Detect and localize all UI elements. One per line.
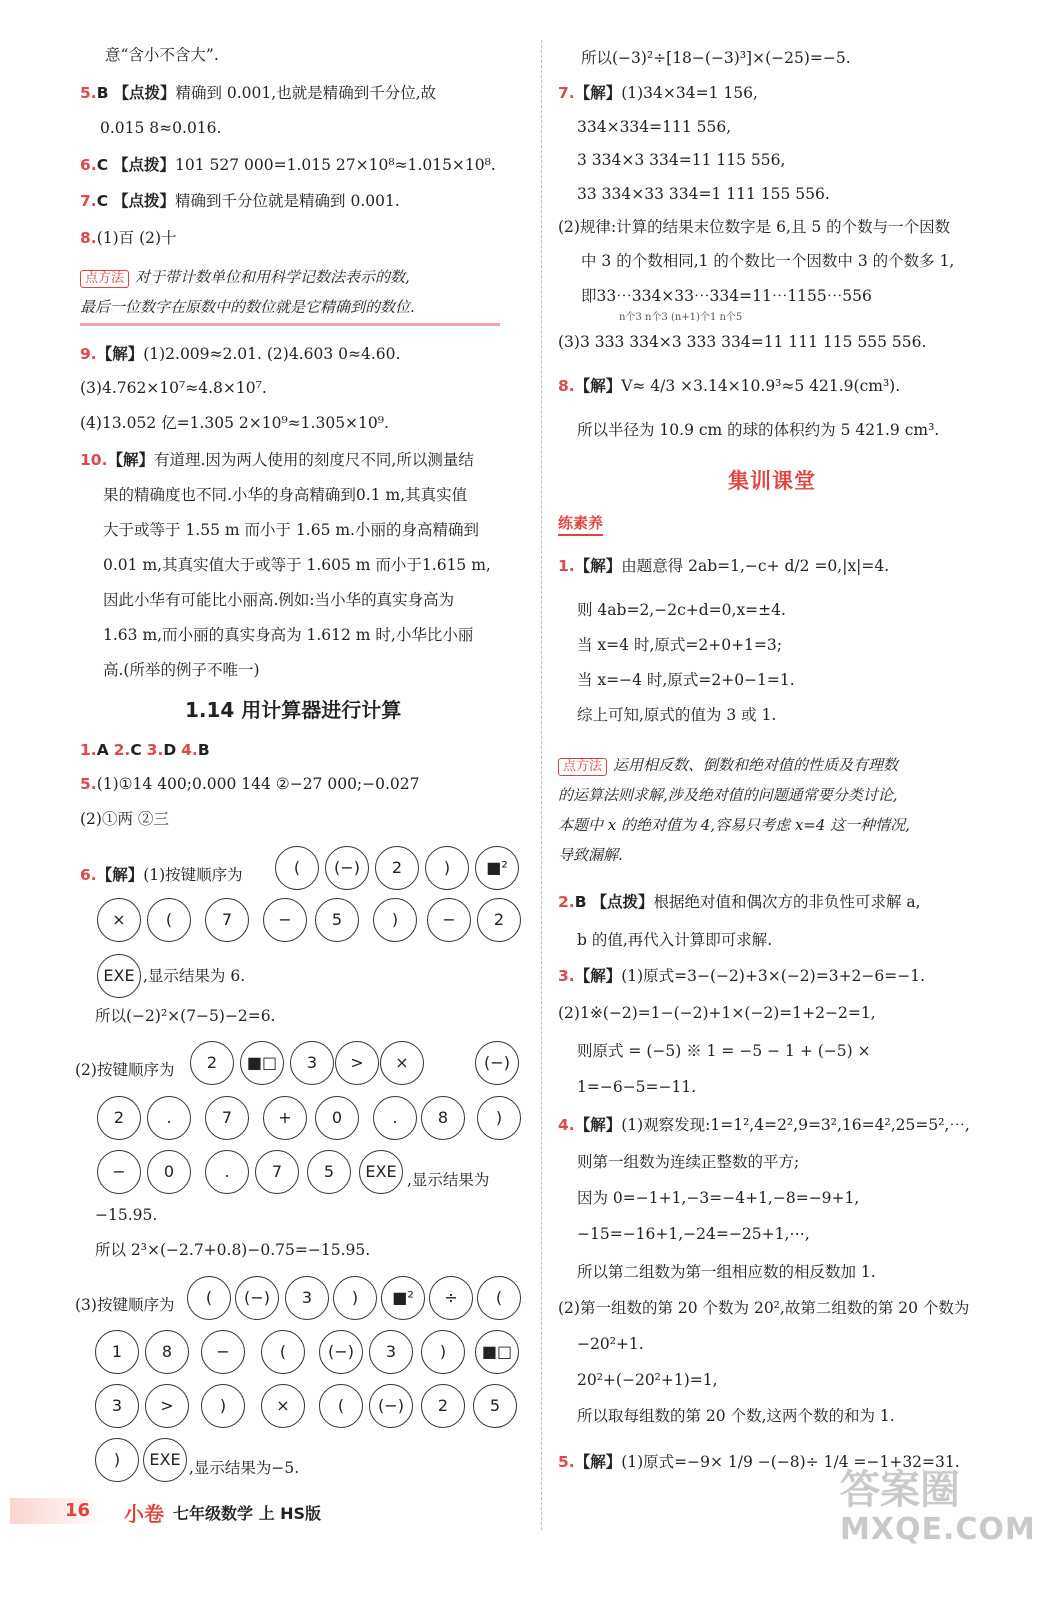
text-line: −20²+1. xyxy=(577,1335,644,1353)
q-text: (1)观察发现:1=1²,4=2²,9=3²,16=4²,25=5²,⋯, xyxy=(621,1116,970,1134)
calc-key: 2 xyxy=(477,898,521,942)
q-tag: 【点拨】 xyxy=(113,192,176,210)
text-line: 中 3 的个数相同,1 的个数比一个因数中 3 的个数多 1, xyxy=(581,252,955,270)
brand-logo: 小卷 xyxy=(124,1502,164,1526)
text-line: 大于或等于 1.55 m 而小于 1.65 m.小丽的身高精确到 xyxy=(103,521,479,539)
calc-key: 3 xyxy=(285,1276,329,1320)
calc-key: 5 xyxy=(315,898,359,942)
q-tag: 【解】 xyxy=(96,345,144,363)
calc-key: ■² xyxy=(475,846,519,890)
method-text: 最后一位数字在原数中的数位就是它精确到的数位. xyxy=(80,298,415,316)
text-line: 高.(所举的例子不唯一) xyxy=(103,661,260,679)
text-line: (3)按键顺序为 xyxy=(75,1296,175,1314)
calc-key: ( xyxy=(261,1330,305,1374)
q6b xyxy=(80,865,243,885)
q-text: 精确到 0.001,也就是精确到千分位,故 xyxy=(175,84,437,102)
calc-key: EXE xyxy=(97,954,141,998)
text-line: 所以第二组数为第一组相应数的相反数加 1. xyxy=(577,1263,876,1281)
calc-key: × xyxy=(97,898,141,942)
q6 xyxy=(80,155,496,175)
q-text: V≈ 4/3 ×3.14×10.9³≈5 421.9(cm³). xyxy=(621,377,901,395)
text-line: 综上可知,原式的值为 3 或 1. xyxy=(577,706,777,724)
calc-key: − xyxy=(201,1330,245,1374)
text-line: 所以取每组数的第 20 个数,这两个数的和为 1. xyxy=(577,1407,895,1425)
text-line: 则第一组数为连续正整数的平方; xyxy=(577,1153,800,1171)
text-line: 20²+(−20²+1)=1, xyxy=(577,1371,718,1389)
q-number: 7. xyxy=(558,84,575,102)
calc-key: EXE xyxy=(359,1150,403,1194)
q-tag: 【解】 xyxy=(574,84,622,102)
text-line: 所以半径为 10.9 cm 的球的体积约为 5 421.9 cm³. xyxy=(577,421,940,439)
calc-key: ) xyxy=(425,846,469,890)
text-line: 即33⋯334×33⋯334=11⋯1155⋯556 xyxy=(581,287,872,305)
q-text: (1)按键顺序为 xyxy=(143,866,243,884)
calc-key: ( xyxy=(477,1276,521,1320)
calc-key: 1 xyxy=(95,1330,139,1374)
text-line: 则 4ab=2,−2c+d=0,x=±4. xyxy=(577,601,786,619)
calc-key: 0 xyxy=(315,1096,359,1140)
q7 xyxy=(80,191,400,211)
q-number: 1. xyxy=(80,741,97,759)
subsection-heading: 练素养 xyxy=(558,512,603,536)
q-tag: 【解】 xyxy=(107,451,154,469)
q5b xyxy=(80,774,420,794)
calc-key: ■□ xyxy=(475,1330,519,1374)
text-line: 所以(−2)²×(7−5)−2=6. xyxy=(95,1007,276,1025)
q4 xyxy=(558,1115,970,1135)
q8 xyxy=(80,228,177,248)
calc-key: 2 xyxy=(190,1041,234,1085)
q-text: (1)百 (2)十 xyxy=(96,229,177,247)
q-text: 由题意得 2ab=1,−c+ d/2 =0,|x|=4. xyxy=(621,557,890,575)
method-box xyxy=(80,262,500,322)
text-line: (3)3 333 334×3 333 334=11 111 115 555 556. xyxy=(558,333,927,351)
section-title: 集训课堂 xyxy=(728,469,816,493)
calc-key: − xyxy=(427,898,471,942)
q9 xyxy=(80,344,400,364)
q-tag: 【解】 xyxy=(574,1116,622,1134)
calc-key: ) xyxy=(421,1330,465,1374)
calc-key: 7 xyxy=(205,1096,249,1140)
calc-key: − xyxy=(97,1150,141,1194)
q10 xyxy=(80,450,474,470)
q-answer: C xyxy=(96,192,109,210)
text-line: ,显示结果为 6. xyxy=(143,967,246,985)
text-line: 0.01 m,其真实值大于或等于 1.605 m 而小于1.615 m, xyxy=(103,556,491,574)
method-text: 导致漏解. xyxy=(558,846,623,864)
page-number: 16 xyxy=(10,1498,105,1524)
text-line: 0.015 8≈0.016. xyxy=(100,119,222,137)
q-answer: C xyxy=(130,741,142,759)
q-text: (1)原式=3−(−2)+3×(−2)=3+2−6=−1. xyxy=(621,967,926,985)
calc-key: ) xyxy=(333,1276,377,1320)
calc-key: . xyxy=(205,1150,249,1194)
calc-key: ( xyxy=(187,1276,231,1320)
method-text: 的运算法则求解,涉及绝对值的问题通常要分类讨论, xyxy=(558,786,898,804)
q-number: 3. xyxy=(146,741,164,759)
method-text: 本题中 x 的绝对值为 4,容易只考虑 x=4 这一种情况, xyxy=(558,816,910,834)
text-line: 33 334×33 334=1 111 155 556. xyxy=(577,185,830,203)
text-line: 意“含小不含大”. xyxy=(105,46,219,64)
text-line: (3)4.762×10⁷≈4.8×10⁷. xyxy=(80,379,267,397)
watermark-text: 答案圈 xyxy=(840,1467,960,1513)
q-answer: B xyxy=(197,741,210,759)
text-line: (2)第一组数的第 20 个数为 20²,故第二组数的第 20 个数为 xyxy=(558,1299,970,1317)
q-number: 3. xyxy=(558,967,575,985)
text-line: ,显示结果为−5. xyxy=(189,1459,300,1477)
q-number: 8. xyxy=(558,377,575,395)
text-line: 当 x=4 时,原式=2+0+1=3; xyxy=(577,636,782,654)
q-number: 6. xyxy=(80,866,97,884)
q-number: 7. xyxy=(80,192,97,210)
calc-key: ( xyxy=(275,846,319,890)
calc-key: 2 xyxy=(375,846,419,890)
q-text: (1)原式=−9× 1/9 −(−8)÷ 1/4 =−1+32=31. xyxy=(621,1453,960,1471)
text-line: 因此小华有可能比小丽高.例如:当小华的真实身高为 xyxy=(103,591,455,609)
underbrace-labels: n个3 n个3 (n+1)个1 n个5 xyxy=(619,312,743,323)
calc-key: (−) xyxy=(319,1330,363,1374)
calc-key: 7 xyxy=(255,1150,299,1194)
text-line: −15.95. xyxy=(95,1206,158,1224)
q-number: 5. xyxy=(80,775,97,793)
text-line: 果的精确度也不同.小华的身高精确到0.1 m,其真实值 xyxy=(103,486,468,504)
q-number: 6. xyxy=(80,156,97,174)
q-tag: 【解】 xyxy=(96,866,144,884)
calc-key: ) xyxy=(373,898,417,942)
method-box xyxy=(558,750,1003,870)
q-tag: 【点拨】 xyxy=(113,84,176,102)
q-text: 有道理.因为两人使用的刻度尺不同,所以测量结 xyxy=(153,451,474,469)
q-tag: 【解】 xyxy=(574,967,622,985)
q-number: 9. xyxy=(80,345,97,363)
text-line: 因为 0=−1+1,−3=−4+1,−8=−9+1, xyxy=(577,1189,860,1207)
calc-key: + xyxy=(263,1096,307,1140)
calc-key: ) xyxy=(477,1096,521,1140)
calc-key: 2 xyxy=(97,1096,141,1140)
method-badge: 点方法 xyxy=(80,270,129,288)
calc-key: ■² xyxy=(381,1276,425,1320)
text-line: 当 x=−4 时,原式=2+0−1=1. xyxy=(577,671,795,689)
q-text: (1)34×34=1 156, xyxy=(621,84,758,102)
q-number: 1. xyxy=(558,557,575,575)
q7 xyxy=(558,83,758,103)
method-badge: 点方法 xyxy=(558,758,607,776)
q-text: 精确到千分位就是精确到 0.001. xyxy=(175,192,400,210)
method-text: 运用相反数、倒数和绝对值的性质及有理数 xyxy=(613,756,899,774)
calc-key: ) xyxy=(201,1384,245,1428)
calc-key: > xyxy=(335,1041,379,1085)
calc-key: 2 xyxy=(421,1384,465,1428)
calc-key: 5 xyxy=(473,1384,517,1428)
calc-key: > xyxy=(145,1384,189,1428)
calc-key: 7 xyxy=(205,898,249,942)
calc-key: (−) xyxy=(369,1384,413,1428)
calc-key: 8 xyxy=(145,1330,189,1374)
mc-answers xyxy=(80,740,210,760)
text-line: 所以(−3)²÷[18−(−3)³]×(−25)=−5. xyxy=(581,49,851,67)
text-line: 1.63 m,而小丽的真实身高为 1.612 m 时,小华比小丽 xyxy=(103,626,474,644)
q3 xyxy=(558,966,925,986)
text-line: 3 334×3 334=11 115 556, xyxy=(577,151,786,169)
calc-key: ÷ xyxy=(429,1276,473,1320)
q-tag: 【点拨】 xyxy=(591,893,654,911)
calc-key: 0 xyxy=(147,1150,191,1194)
q-answer: B xyxy=(574,893,587,911)
text-line: 334×334=111 556, xyxy=(577,118,732,136)
text-line: (2)规律:计算的结果末位数字是 6,且 5 的个数与一个因数 xyxy=(558,218,951,236)
q-number: 10. xyxy=(80,451,108,469)
watermark xyxy=(840,1467,1036,1550)
q-text: (1)2.009≈2.01. (2)4.603 0≈4.60. xyxy=(143,345,401,363)
calc-key: × xyxy=(261,1384,305,1428)
calc-key: . xyxy=(373,1096,417,1140)
text-line: 1=−6−5=−11. xyxy=(577,1078,697,1096)
calc-key: 3 xyxy=(95,1384,139,1428)
q-tag: 【解】 xyxy=(574,557,622,575)
text-line: (4)13.052 亿=1.305 2×10⁹≈1.305×10⁹. xyxy=(80,414,389,432)
calc-key: ( xyxy=(319,1384,363,1428)
calc-key: − xyxy=(263,898,307,942)
q-number: 2. xyxy=(558,893,575,911)
q-tag: 【解】 xyxy=(574,1453,622,1471)
method-text: 对于带计数单位和用科学记数法表示的数, xyxy=(135,268,410,286)
text-line: ,显示结果为 xyxy=(407,1171,490,1189)
text-line: −15=−16+1,−24=−25+1,⋯, xyxy=(577,1225,810,1243)
q-number: 5. xyxy=(80,84,97,102)
calc-key: 5 xyxy=(307,1150,351,1194)
calc-key: ( xyxy=(147,898,191,942)
q-answer: A xyxy=(96,741,109,759)
calc-key: EXE xyxy=(143,1438,187,1482)
calc-key: 3 xyxy=(369,1330,413,1374)
text-line: (2)1※(−2)=1−(−2)+1×(−2)=1+2−2=1, xyxy=(558,1004,876,1022)
q-text: (1)①14 400;0.000 144 ②−27 000;−0.027 xyxy=(96,775,420,793)
q-number: 2. xyxy=(113,741,131,759)
q-number: 8. xyxy=(80,229,97,247)
q1 xyxy=(558,556,889,576)
column-divider xyxy=(541,40,543,1530)
calc-key: ■□ xyxy=(240,1041,284,1085)
watermark-url: MXQE.COM xyxy=(840,1512,1036,1547)
calc-key: (−) xyxy=(235,1276,279,1320)
book-title: 七年级数学 上 HS版 xyxy=(173,1504,322,1523)
text-line: (2)①两 ②三 xyxy=(80,810,169,828)
q-text: 根据绝对值和偶次方的非负性可求解 a, xyxy=(653,893,921,911)
text-line: (2)按键顺序为 xyxy=(75,1061,175,1079)
q-number: 5. xyxy=(558,1453,575,1471)
q-answer: C xyxy=(96,156,109,174)
text-line: b 的值,再代入计算即可求解. xyxy=(577,931,773,949)
q-tag: 【点拨】 xyxy=(113,156,176,174)
calc-key: (−) xyxy=(475,1041,519,1085)
q-answer: B xyxy=(96,84,109,102)
q-tag: 【解】 xyxy=(574,377,622,395)
text-line: 则原式 = (−5) ※ 1 = −5 − 1 + (−5) × xyxy=(577,1042,871,1060)
method-underline xyxy=(80,323,500,326)
q5 xyxy=(80,83,436,103)
q8 xyxy=(558,376,900,396)
q2 xyxy=(558,892,921,912)
calc-key: . xyxy=(147,1096,191,1140)
calc-key: 8 xyxy=(421,1096,465,1140)
q-number: 4. xyxy=(181,741,198,759)
section-title: 1.14 用计算器进行计算 xyxy=(185,698,402,722)
text-line: 所以 2³×(−2.7+0.8)−0.75=−15.95. xyxy=(95,1241,371,1259)
calc-key: 3 xyxy=(290,1041,334,1085)
calc-key: × xyxy=(380,1041,424,1085)
calc-key: ) xyxy=(95,1438,139,1482)
calc-key: (−) xyxy=(325,846,369,890)
q-number: 4. xyxy=(558,1116,575,1134)
q-answer: D xyxy=(163,741,177,759)
q-text: 101 527 000=1.015 27×10⁸≈1.015×10⁸. xyxy=(175,156,496,174)
